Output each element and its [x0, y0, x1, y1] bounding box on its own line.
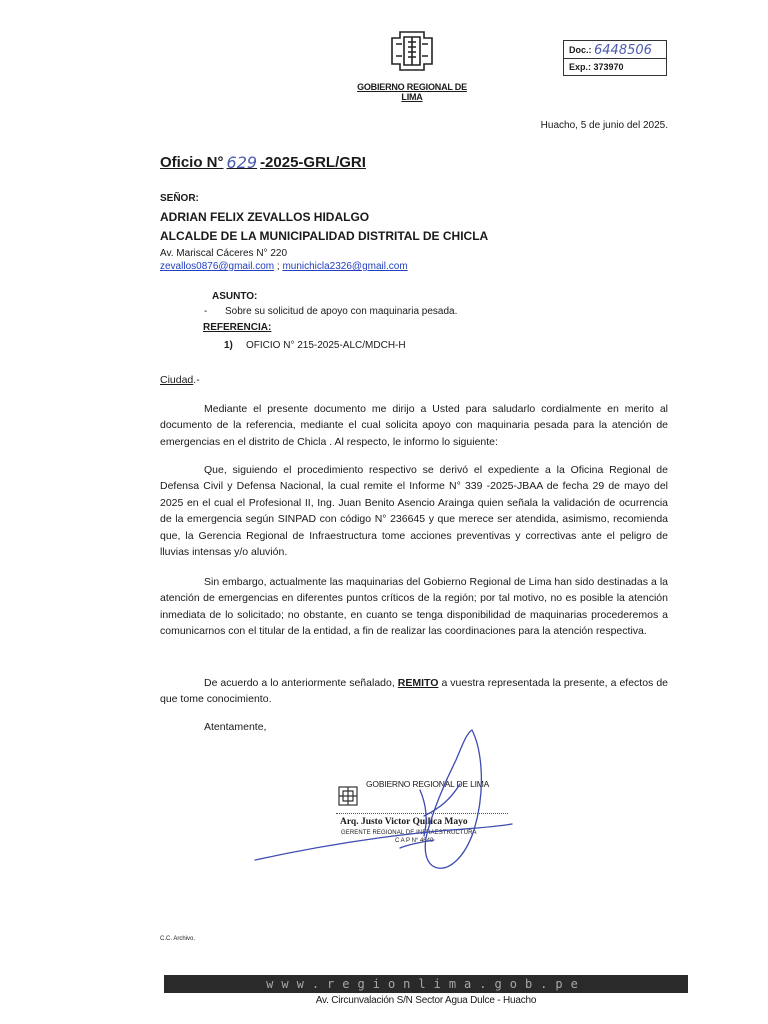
stamp-seal-icon — [336, 784, 360, 808]
footer-address: Av. Circunvalación S/N Sector Agua Dulce - Huacho — [315, 995, 537, 1006]
stamp-org: GOBIERNO REGIONAL DE LIMA — [366, 779, 490, 789]
signer-name: Arq. Justo Victor Quillca Mayo — [340, 817, 468, 827]
body-paragraph-2: Que, siguiendo el procedimiento respectivo se derivó el expediente a la Oficina Regional de Defensa Civil y Defensa Nacional, la cual remite el Informe N° 339 -2025-JBAA de fecha 29 de mayo del 2025 en el cual el Profesional II, Ing. Juan Benito Asencio Arainga quien señala la validación de ocurrencia de la emergencia según SINPAD con código N° 236645 y que merece ser atendida, asimismo, recomienda que, la Gerencia Regional de Infraestructura tome acciones preventivas y correctivas ante el peligro de lluvias intensas y/o aluvión. — [160, 464, 668, 559]
referencia-text: OFICIO N° 215-2025-ALC/MDCH-H — [246, 340, 406, 351]
oficio-number: 629 — [226, 153, 258, 172]
salutation-header: SEÑOR: — [160, 193, 199, 204]
oficio-title — [160, 152, 366, 171]
referencia-label — [203, 322, 271, 333]
p4-remito: REMITO — [397, 677, 439, 689]
referencia-label-text: REFERENCIA — [203, 322, 269, 333]
handwritten-signature — [250, 720, 530, 885]
recipient-name: ADRIAN FELIX ZEVALLOS HIDALGO — [160, 210, 370, 224]
oficio-prefix: Oficio N° — [160, 154, 224, 171]
footer-url[interactable]: www.regionlima.gob.pe — [266, 977, 586, 991]
closing: Atentamente, — [204, 721, 267, 733]
cc-archivo: C.C. Archivo. — [160, 936, 196, 942]
oficio-suffix: -2025-GRL/GRI — [260, 154, 366, 171]
body-paragraph-3: Sin embargo, actualmente las maquinarias del Gobierno Regional de Lima han sido destinadas a la atención de emergencias en diferentes puntos críticos de la región; por tal motivo, no es posible la atención inmediata de lo solicitado; no obstante, en cuanto se tenga disponibilidad de maquinarias procederemos a comunicarnos con el titular de la entidad, a fin de realizar las coordinaciones para la atención respectiva. — [160, 576, 668, 638]
regional-government-logo — [386, 28, 438, 74]
exp-label: Exp.: — [569, 62, 592, 72]
org-name: GOBIERNO REGIONAL DE LIMA — [357, 82, 467, 102]
recipient-role: ALCALDE DE LA MUNICIPALIDAD DISTRITAL DE CHICLA — [160, 229, 489, 243]
asunto-label: ASUNTO: — [212, 291, 258, 302]
signer-title: GERENTE REGIONAL DE INFRAESTRUCTURA — [341, 830, 477, 836]
body-paragraph-4 — [160, 675, 668, 708]
recipient-emails — [160, 261, 408, 272]
date-line: Huacho, 5 de junio del 2025. — [540, 120, 668, 131]
body-paragraph-1: Mediante el presente documento me dirijo a Usted para saludarlo cordialmente en merito al documento de la referencia, mediante el cual solicita apoyo con maquinaria pesada para la atención de emergencias en el distrito de Chicla . Al respecto, le informo lo siguiente: — [160, 403, 668, 448]
city-salutation — [160, 374, 200, 386]
email-link-1[interactable]: zevallos0876@gmail.com — [160, 261, 275, 272]
referencia-number: 1) — [224, 340, 233, 351]
referencia-colon: : — [268, 322, 272, 333]
asunto-bullet: - — [204, 306, 208, 317]
doc-number: 6448506 — [594, 43, 652, 58]
signer-cap: C A P N° 4640 — [395, 838, 434, 844]
asunto-text: Sobre su solicitud de apoyo con maquinaria pesada. — [225, 306, 458, 317]
city-suffix: .- — [193, 374, 200, 386]
email-separator: ; — [274, 261, 283, 272]
exp-number: 373970 — [593, 62, 624, 72]
recipient-address: Av. Mariscal Cáceres N° 220 — [160, 248, 288, 259]
exp-row — [564, 58, 666, 76]
doc-row — [564, 41, 666, 58]
email-link-2[interactable]: munichicla2326@gmail.com — [282, 261, 408, 272]
p4-before: De acuerdo a lo anteriormente señalado, — [204, 677, 398, 689]
city-text: Ciudad — [160, 374, 194, 386]
document-number-box — [563, 40, 667, 76]
stamp-divider — [336, 813, 508, 814]
p4-after: a vuestra representada la presente, a efectos de que tome conocimiento. — [160, 677, 668, 706]
doc-label: Doc.: — [569, 45, 592, 55]
